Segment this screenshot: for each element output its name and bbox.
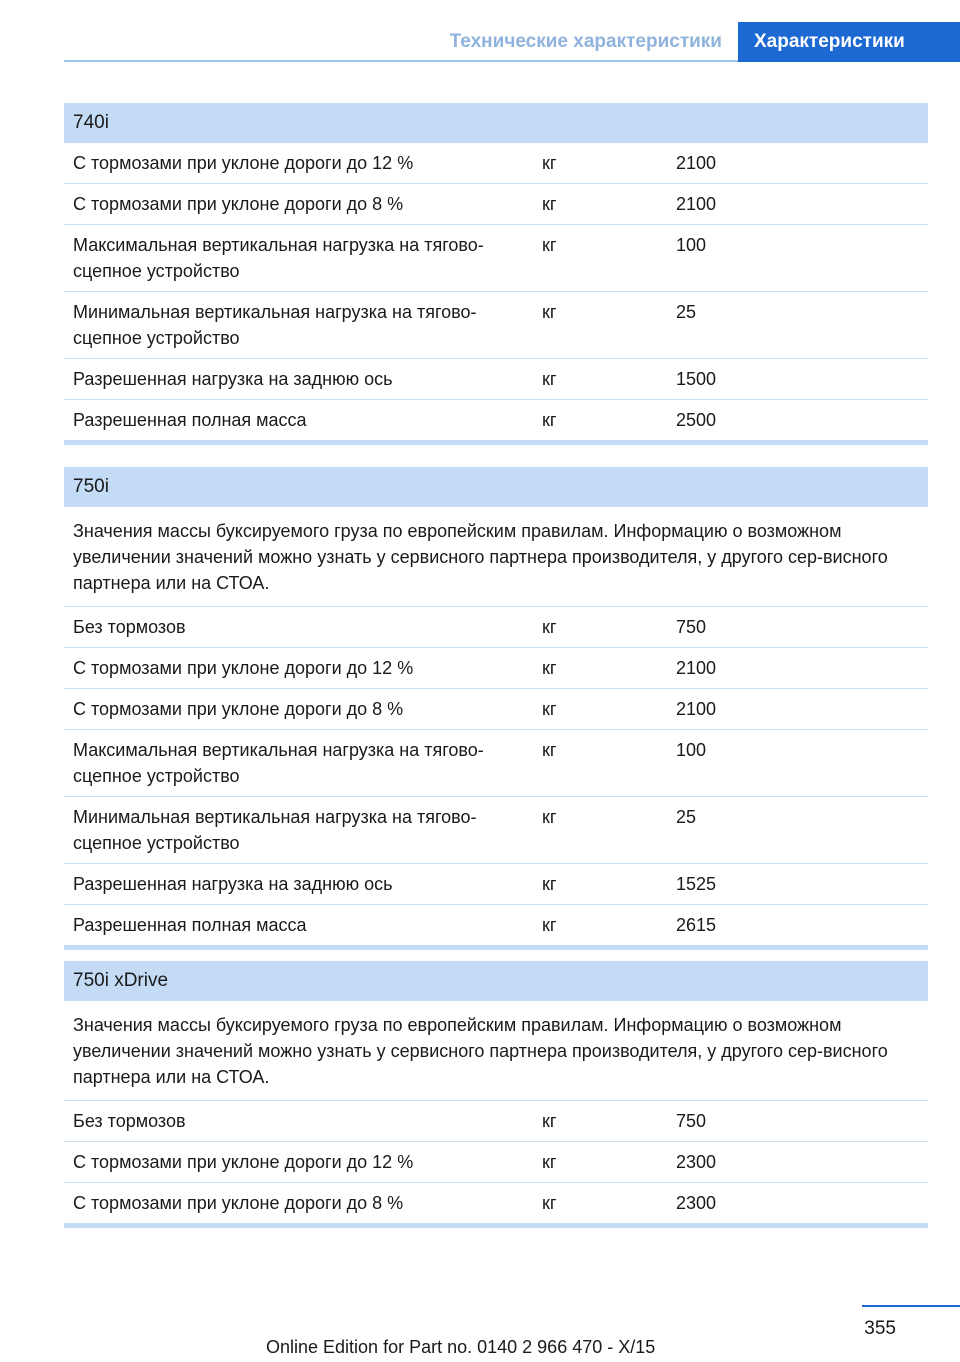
row-unit: кг <box>542 153 557 173</box>
row-unit: кг <box>542 740 557 760</box>
row-label: С тормозами при уклоне дороги до 12 % <box>73 1152 414 1172</box>
row-value: 2100 <box>676 153 717 173</box>
table-row <box>64 689 928 730</box>
row-label: Без тормозов <box>73 1111 186 1131</box>
row-value: 750 <box>676 1111 707 1131</box>
table-row <box>64 292 928 359</box>
row-unit: кг <box>542 302 557 322</box>
row-label: С тормозами при уклоне дороги до 8 % <box>73 194 404 214</box>
row-unit: кг <box>542 699 557 719</box>
row-value: 750 <box>676 617 707 637</box>
row-label: Разрешенная нагрузка на заднюю ось <box>73 369 393 389</box>
table-row <box>64 648 928 689</box>
row-value: 100 <box>676 235 707 255</box>
table-row <box>64 225 928 292</box>
row-value: 2615 <box>676 915 717 935</box>
table-title: 740i <box>64 103 928 143</box>
table-row <box>64 1142 928 1183</box>
row-value: 1500 <box>676 369 717 389</box>
page-number: 355 <box>864 1318 896 1339</box>
table-row <box>64 864 928 905</box>
table-row <box>64 797 928 864</box>
table-row <box>64 1101 928 1142</box>
row-label: Разрешенная полная масса <box>73 915 307 935</box>
row-value: 1525 <box>676 874 717 894</box>
row-unit: кг <box>542 410 557 430</box>
table-row <box>64 905 928 946</box>
row-value: 2100 <box>676 194 717 214</box>
row-unit: кг <box>542 915 557 935</box>
row-value: 2100 <box>676 658 717 678</box>
table-row <box>64 607 928 648</box>
section-title: Технические характеристики <box>449 31 722 52</box>
table-row <box>64 400 928 441</box>
table-row <box>64 184 928 225</box>
row-value: 2500 <box>676 410 717 430</box>
row-label: Разрешенная нагрузка на заднюю ось <box>73 874 393 894</box>
spec-table-740i <box>64 103 928 445</box>
table-note: Значения массы буксируемого груза по европейским правилам. Информацию о возможном увеличении значений можно узнать у сервисного партнера производителя, у другого сер-висного партнера или на СТОА. <box>64 1001 928 1101</box>
table-title: 750i xDrive <box>64 961 928 1001</box>
row-unit: кг <box>542 1111 557 1131</box>
row-label: Максимальная вертикальная нагрузка на тягово-сцепное устройство <box>73 740 484 786</box>
spec-table-750i-xdrive <box>64 961 928 1228</box>
table-row <box>64 143 928 184</box>
row-value: 2300 <box>676 1152 717 1172</box>
table-end-bar <box>64 440 928 445</box>
spec-table-750i <box>64 467 928 950</box>
row-value: 100 <box>676 740 707 760</box>
row-label: С тормозами при уклоне дороги до 12 % <box>73 153 414 173</box>
row-label: Без тормозов <box>73 617 186 637</box>
row-unit: кг <box>542 1152 557 1172</box>
edition-line: Online Edition for Part no. 0140 2 966 470 - X/15 <box>266 1337 656 1357</box>
footer-rule <box>862 1305 960 1307</box>
row-value: 25 <box>676 302 697 322</box>
row-unit: кг <box>542 807 557 827</box>
row-label: Минимальная вертикальная нагрузка на тягово-сцепное устройство <box>73 302 477 348</box>
row-value: 2300 <box>676 1193 717 1213</box>
row-label: Минимальная вертикальная нагрузка на тягово-сцепное устройство <box>73 807 477 853</box>
table-end-bar <box>64 945 928 950</box>
row-label: Максимальная вертикальная нагрузка на тягово-сцепное устройство <box>73 235 484 281</box>
table-note: Значения массы буксируемого груза по европейским правилам. Информацию о возможном увеличении значений можно узнать у сервисного партнера производителя, у другого сер-висного партнера или на СТОА. <box>64 507 928 607</box>
table-row <box>64 730 928 797</box>
table-row <box>64 1183 928 1224</box>
row-unit: кг <box>542 617 557 637</box>
chapter-tab: Характеристики <box>738 22 960 62</box>
row-value: 25 <box>676 807 697 827</box>
row-label: С тормозами при уклоне дороги до 12 % <box>73 658 414 678</box>
row-unit: кг <box>542 1193 557 1213</box>
row-unit: кг <box>542 874 557 894</box>
table-title: 750i <box>64 467 928 507</box>
table-row <box>64 359 928 400</box>
row-label: С тормозами при уклоне дороги до 8 % <box>73 699 404 719</box>
page-header <box>0 0 960 62</box>
row-unit: кг <box>542 194 557 214</box>
table-end-bar <box>64 1223 928 1228</box>
row-unit: кг <box>542 369 557 389</box>
row-unit: кг <box>542 235 557 255</box>
row-unit: кг <box>542 658 557 678</box>
row-label: Разрешенная полная масса <box>73 410 307 430</box>
row-label: С тормозами при уклоне дороги до 8 % <box>73 1193 404 1213</box>
row-value: 2100 <box>676 699 717 719</box>
